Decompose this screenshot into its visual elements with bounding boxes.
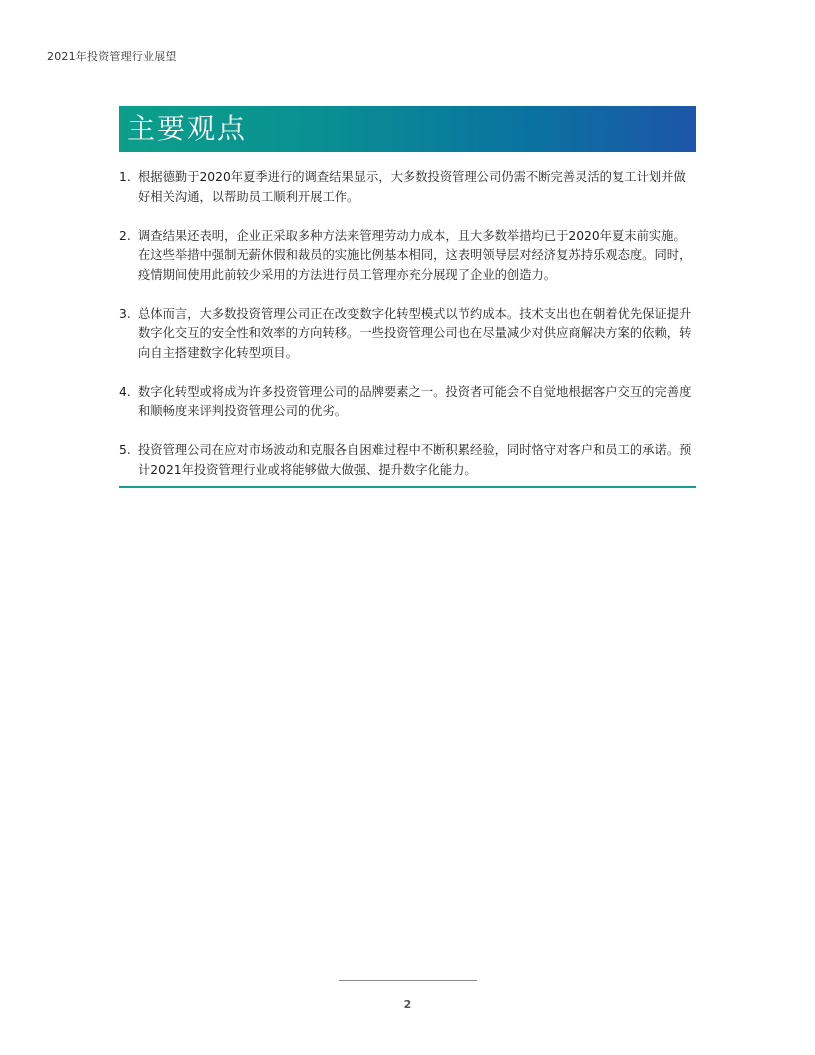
- key-points-list: [119, 168, 696, 500]
- key-point-1: [119, 168, 696, 207]
- footer-divider: [339, 980, 477, 981]
- key-point-text: 数字化转型或将成为许多投资管理公司的品牌要素之一。投资者可能会不自觉地根据客户交互的完善度和顺畅度来评判投资管理公司的优劣。: [138, 384, 692, 418]
- key-point-number: 5.: [119, 443, 131, 457]
- key-point-4: [119, 383, 696, 422]
- key-point-text: 根据德勤于2020年夏季进行的调查结果显示，大多数投资管理公司仍需不断完善灵活的复工计划并做好相关沟通，以帮助员工顺利开展工作。: [138, 170, 686, 204]
- key-point-text: 调查结果还表明，企业正采取多种方法来管理劳动力成本，且大多数举措均已于2020年夏末前实施。在这些举措中强制无薪休假和裁员的实施比例基本相同，这表明领导层对经济复苏持乐观态度。同时，疫情期间使用此前较少采用的方法进行员工管理亦充分展现了企业的创造力。: [138, 228, 692, 282]
- key-point-number: 1.: [119, 170, 131, 184]
- key-point-5: [119, 441, 696, 480]
- section-banner: [119, 106, 696, 152]
- section-divider: [119, 486, 696, 488]
- key-point-number: 4.: [119, 384, 131, 399]
- key-point-text: 投资管理公司在应对市场波动和克服各自困难过程中不断积累经验，同时恪守对客户和员工的承诺。预计2021年投资管理行业或将能够做大做强、提升数字化能力。: [138, 443, 692, 477]
- page-number: 2: [403, 998, 412, 1011]
- section-title: 主要观点: [127, 112, 248, 145]
- key-point-number: 3.: [119, 306, 131, 321]
- running-header: 2021年投资管理行业展望: [47, 50, 177, 63]
- key-point-2: [119, 227, 696, 286]
- key-point-number: 2.: [119, 228, 131, 243]
- key-point-3: [119, 305, 696, 364]
- key-point-text: 总体而言，大多数投资管理公司正在改变数字化转型模式以节约成本。技术支出也在朝着优先保证提升数字化交互的安全性和效率的方向转移。一些投资管理公司也在尽量减少对供应商解决方案的依赖，转向自主搭建数字化转型项目。: [138, 306, 692, 360]
